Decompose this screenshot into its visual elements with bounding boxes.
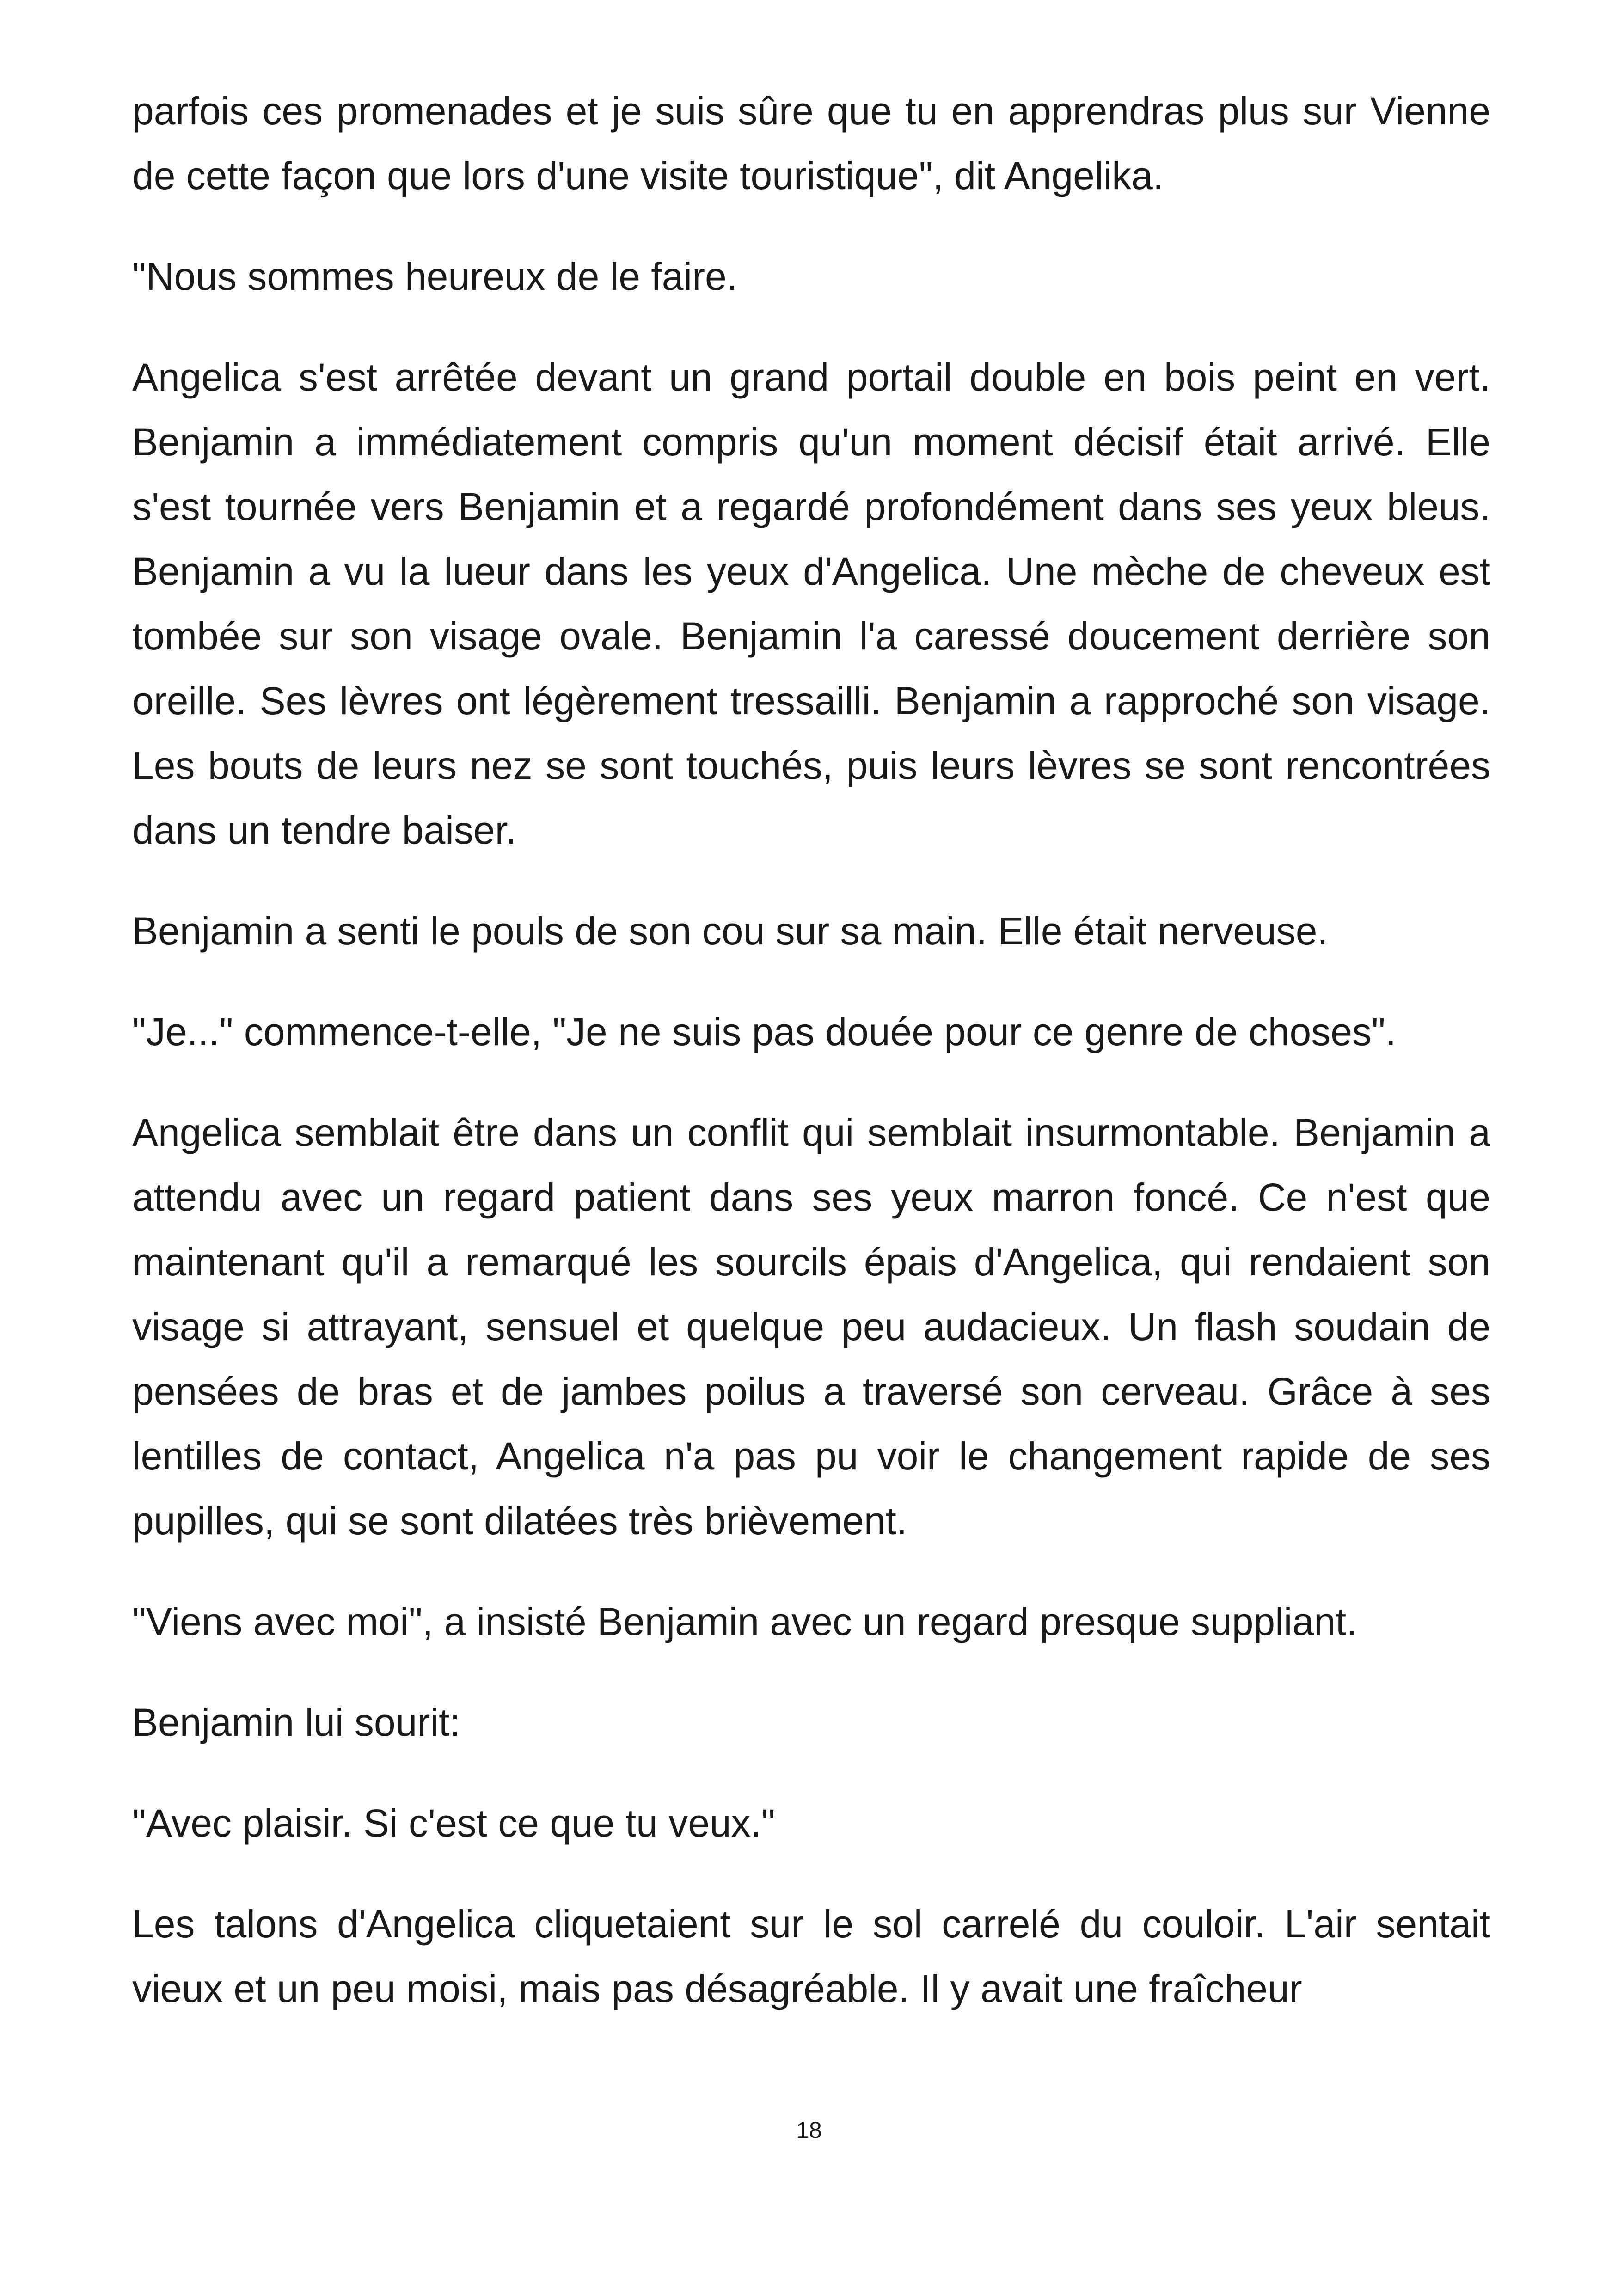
paragraph-3: Angelica s'est arrêtée devant un grand portail double en bois peint en vert. Benjamin a immédiatement compris qu'un moment décisif était arrivé. Elle s'est tournée vers Benjamin et a regardé profondément dans ses yeux bleus. Benjamin a vu la lueur dans les yeux d'Angelica. Une mèche de cheveux est tombée sur son visage ovale. Benjamin l'a caressé doucement derrière son oreille. Ses lèvres ont légèrement tressailli. Benjamin a rapproché son visage. Les bouts de leurs nez se sont touchés, puis leurs lèvres se sont rencontrées dans un tendre baiser. — [132, 355, 1490, 852]
paragraph-9: "Avec plaisir. Si c'est ce que tu veux." — [132, 1801, 775, 1845]
paragraph-6: Angelica semblait être dans un conflit qui semblait insurmontable. Benjamin a attendu avec un regard patient dans ses yeux marron foncé. Ce n'est que maintenant qu'il a remarqué les sourcils épais d'Angelica, qui rendaient son visage si attrayant, sensuel et quelque peu audacieux. Un flash soudain de pensées de bras et de jambes poilus a traversé son cerveau. Grâce à ses lentilles de contact, Angelica n'a pas pu voir le changement rapide de ses pupilles, qui se sont dilatées très brièvement. — [132, 1111, 1490, 1543]
paragraph-4: Benjamin a senti le pouls de son cou sur sa main. Elle était nerveuse. — [132, 909, 1328, 953]
paragraph-5: "Je..." commence-t-elle, "Je ne suis pas douée pour ce genre de choses". — [132, 1010, 1397, 1053]
paragraph-2: "Nous sommes heureux de le faire. — [132, 255, 738, 298]
paragraph-1: parfois ces promenades et je suis sûre que tu en apprendras plus sur Vienne de cette façon que lors d'une visite touristique", dit Angelika. — [132, 89, 1490, 197]
page-text-body — [132, 79, 1490, 2021]
page-number: 18 — [796, 2117, 822, 2143]
paragraph-8: Benjamin lui sourit: — [132, 1701, 460, 1744]
paragraph-10: Les talons d'Angelica cliquetaient sur le sol carrelé du couloir. L'air sentait vieux et un peu moisi, mais pas désagréable. Il y avait une fraîcheur — [132, 1902, 1490, 2010]
paragraph-7: "Viens avec moi", a insisté Benjamin avec un regard presque suppliant. — [132, 1600, 1357, 1643]
